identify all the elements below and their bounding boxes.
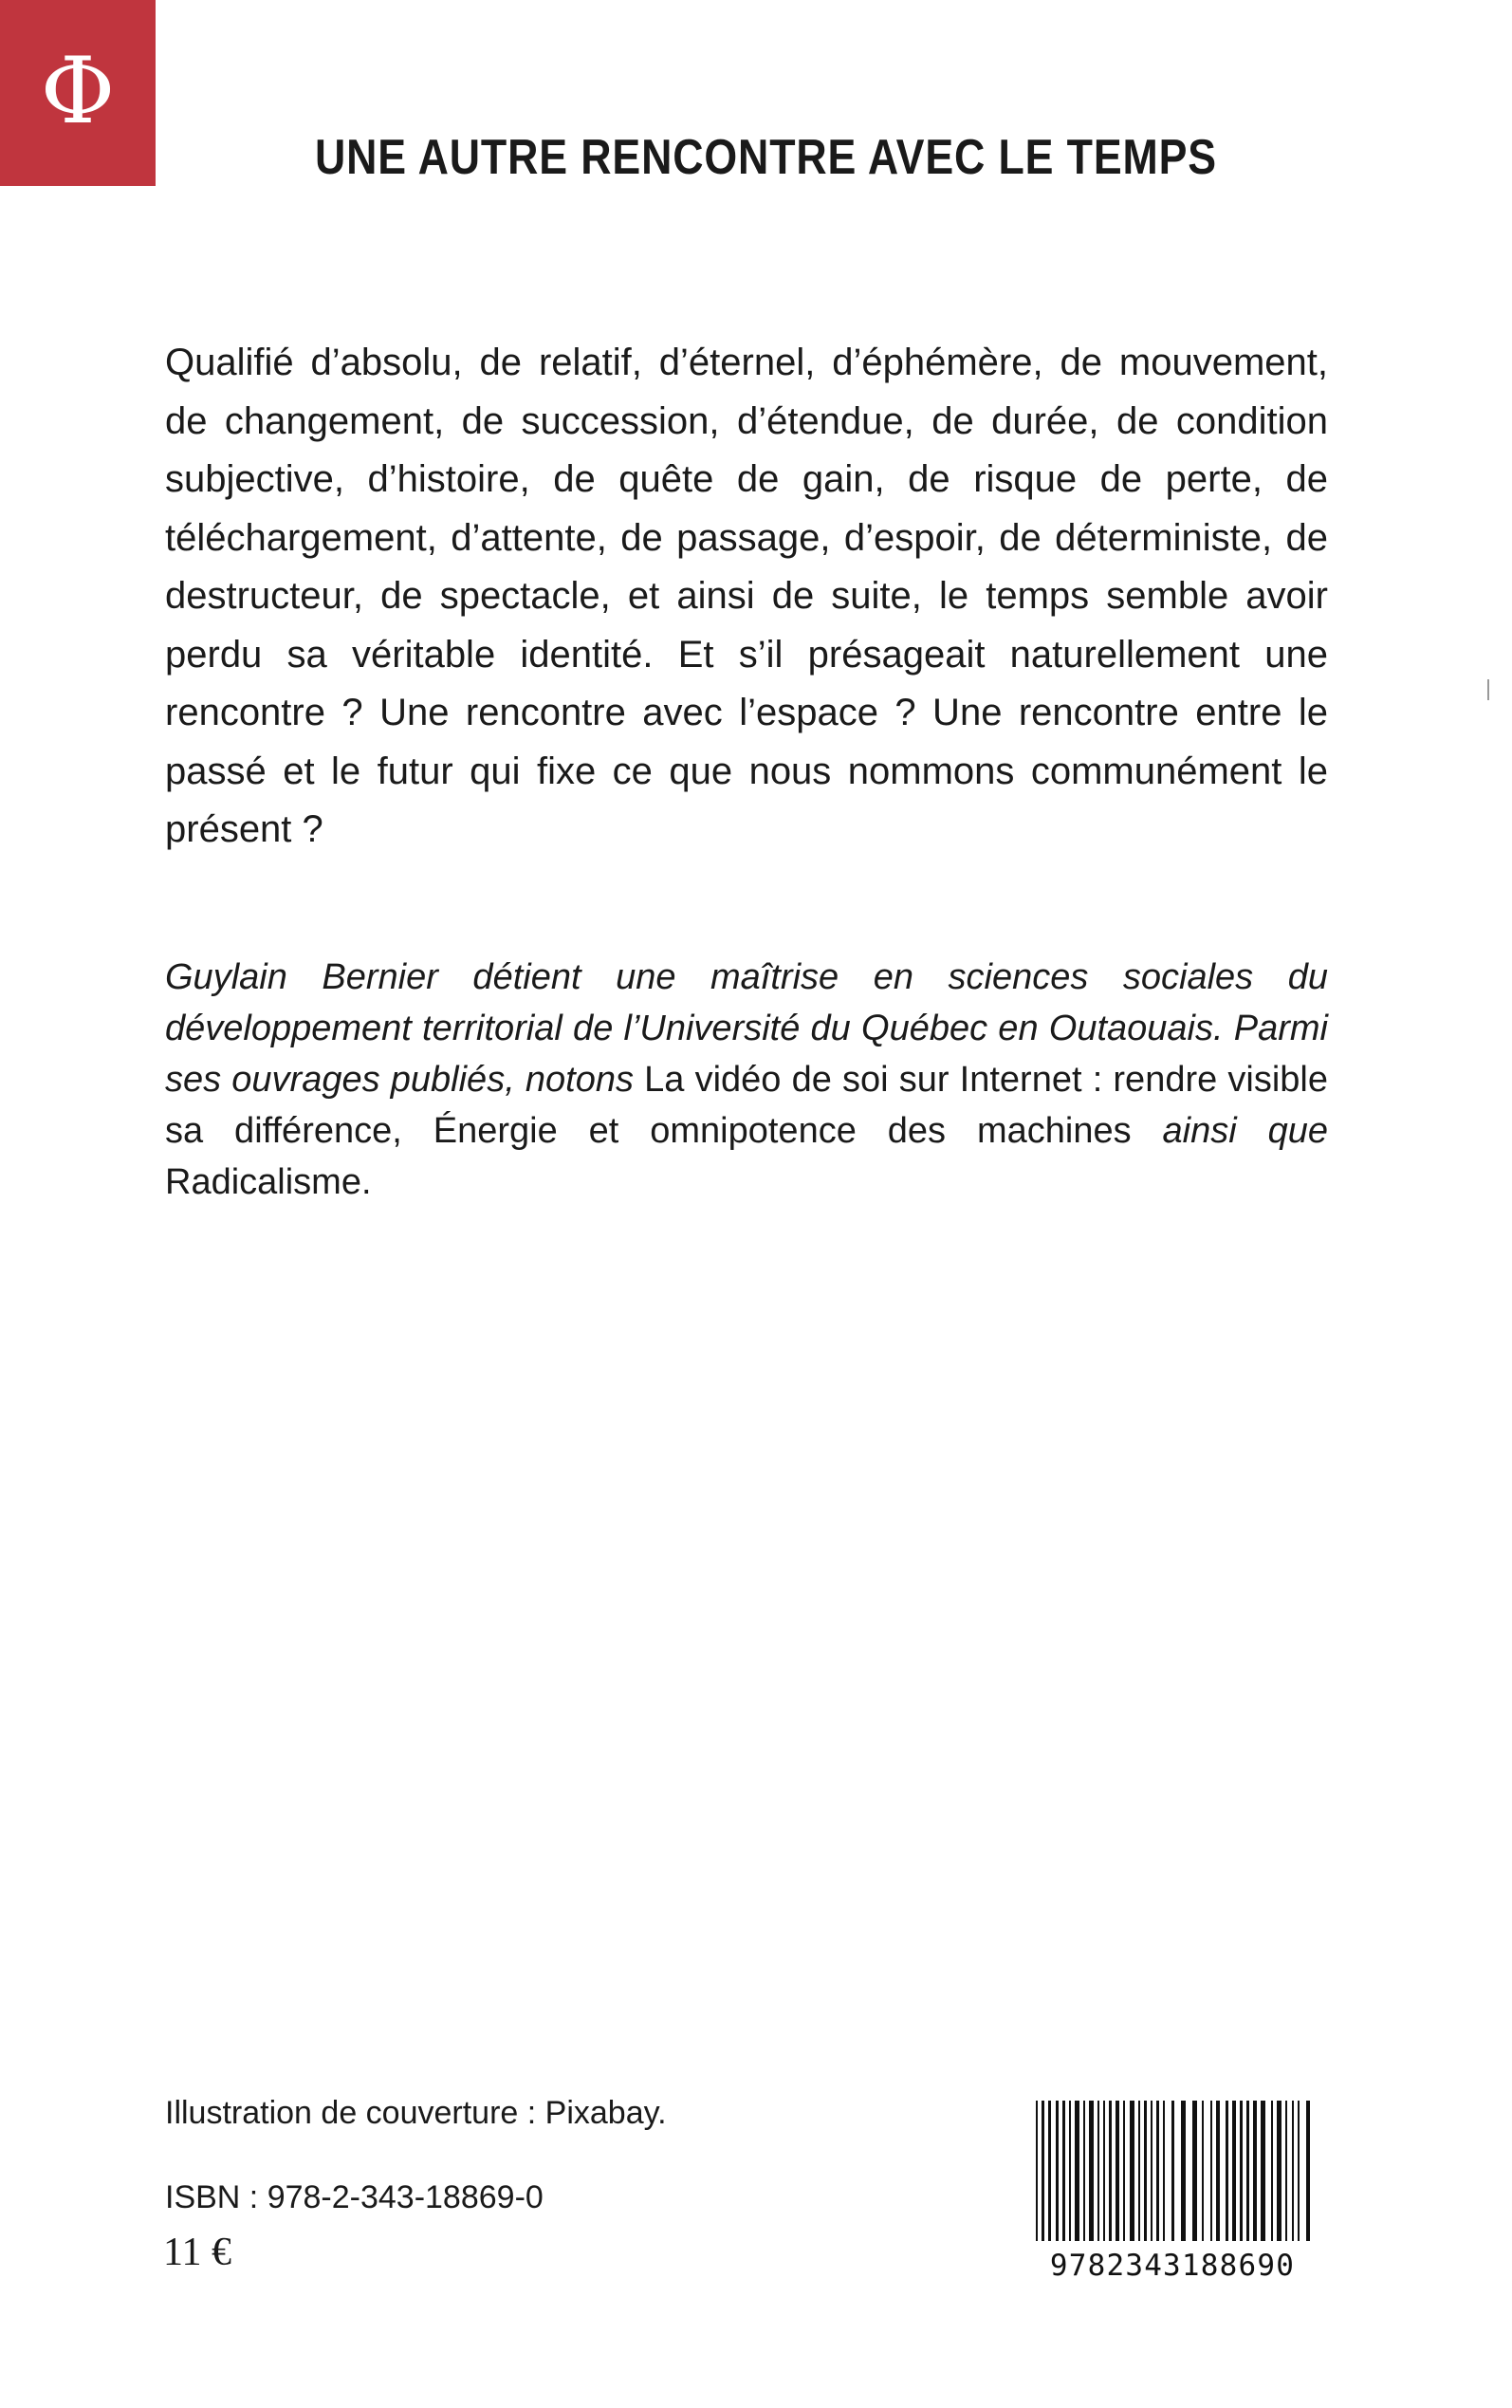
barcode-bar (1192, 2101, 1197, 2241)
barcode-bar (1210, 2101, 1212, 2241)
price: 11 € (163, 2231, 231, 2274)
barcode-bar (1069, 2101, 1071, 2241)
barcode-bar (1181, 2101, 1186, 2241)
barcode-bar (1036, 2101, 1038, 2241)
barcode-bar (1232, 2101, 1236, 2241)
book-title: UNE AUTRE RENCONTRE AVEC LE TEMPS (315, 130, 1217, 185)
barcode-bar (1226, 2101, 1228, 2241)
bio-connector: ainsi que (1162, 1111, 1328, 1151)
barcode-bars (1036, 2101, 1310, 2241)
barcode-bar (1292, 2101, 1294, 2241)
publisher-logo (0, 0, 156, 186)
isbn: ISBN : 978-2-343-18869-0 (165, 2179, 544, 2215)
barcode-bar (1075, 2101, 1079, 2241)
barcode-bar (1116, 2101, 1119, 2241)
barcode-bar (1277, 2101, 1282, 2241)
phi-logo-icon: Φ (40, 38, 116, 144)
barcode-bar (1097, 2101, 1099, 2241)
barcode-bar (1144, 2101, 1147, 2241)
barcode-bar (1056, 2101, 1059, 2241)
barcode-bar (1138, 2101, 1140, 2241)
barcode-digits: 9782343188690 (1049, 2249, 1296, 2279)
barcode-bar (1103, 2101, 1105, 2241)
edge-mark (1487, 679, 1489, 700)
barcode-bar (1151, 2101, 1152, 2241)
barcode-bar (1261, 2101, 1265, 2241)
book-blurb: Qualifié d’absolu, de relatif, d’éternel, d’éphémère, de mouvement, de changement, de succession, d’étendue, de durée, de condition subjective, d’histoire, de quête de gain, de risque de perte, de téléchargement, d’attente, de passage, d’espoir, de déterministe, de destructeur, de spectacle, et ainsi de suite, le temps semble avoir perdu sa véritable identité. Et s’il présageait naturellement une rencontre ? Une rencontre avec l’espace ? Une rencontre entre le passé et le futur qui fixe ce que nous nommons communément le présent ? (165, 342, 1328, 850)
bio-last-title: Radicalisme. (165, 1162, 372, 1202)
barcode-bar (1163, 2101, 1165, 2241)
barcode-bar (1240, 2101, 1243, 2241)
barcode (1030, 2101, 1315, 2279)
barcode-bar (1271, 2101, 1273, 2241)
barcode-bar (1306, 2101, 1310, 2241)
barcode-bar (1202, 2101, 1204, 2241)
bio-text: détient une maîtrise en sciences sociales du développement territorial de l’Université du Québec en Outaouais. Parmi ses ouvrages publiés, notons (165, 957, 1328, 1100)
barcode-bar (1130, 2101, 1134, 2241)
barcode-bar (1089, 2101, 1094, 2241)
barcode-bar (1253, 2101, 1257, 2241)
barcode-bar (1246, 2101, 1249, 2241)
barcode-bar (1285, 2101, 1287, 2241)
cover-credit: Illustration de couverture : Pixabay. (165, 2095, 667, 2131)
barcode-bar (1062, 2101, 1065, 2241)
barcode-bar (1171, 2101, 1174, 2241)
barcode-bar (1298, 2101, 1300, 2241)
barcode-bar (1048, 2101, 1051, 2241)
bio-titles: La vidéo de soi sur Internet : rendre visible sa différence, Énergie et omnipotence des machines (165, 1060, 1328, 1151)
barcode-bar (1109, 2101, 1112, 2241)
barcode-bar (1123, 2101, 1125, 2241)
author-name: Guylain Bernier (165, 957, 438, 997)
barcode-bar (1083, 2101, 1085, 2241)
barcode-bar (1216, 2101, 1220, 2241)
barcode-bar (1156, 2101, 1159, 2241)
barcode-bar (1042, 2101, 1044, 2241)
author-bio (165, 952, 1328, 1208)
